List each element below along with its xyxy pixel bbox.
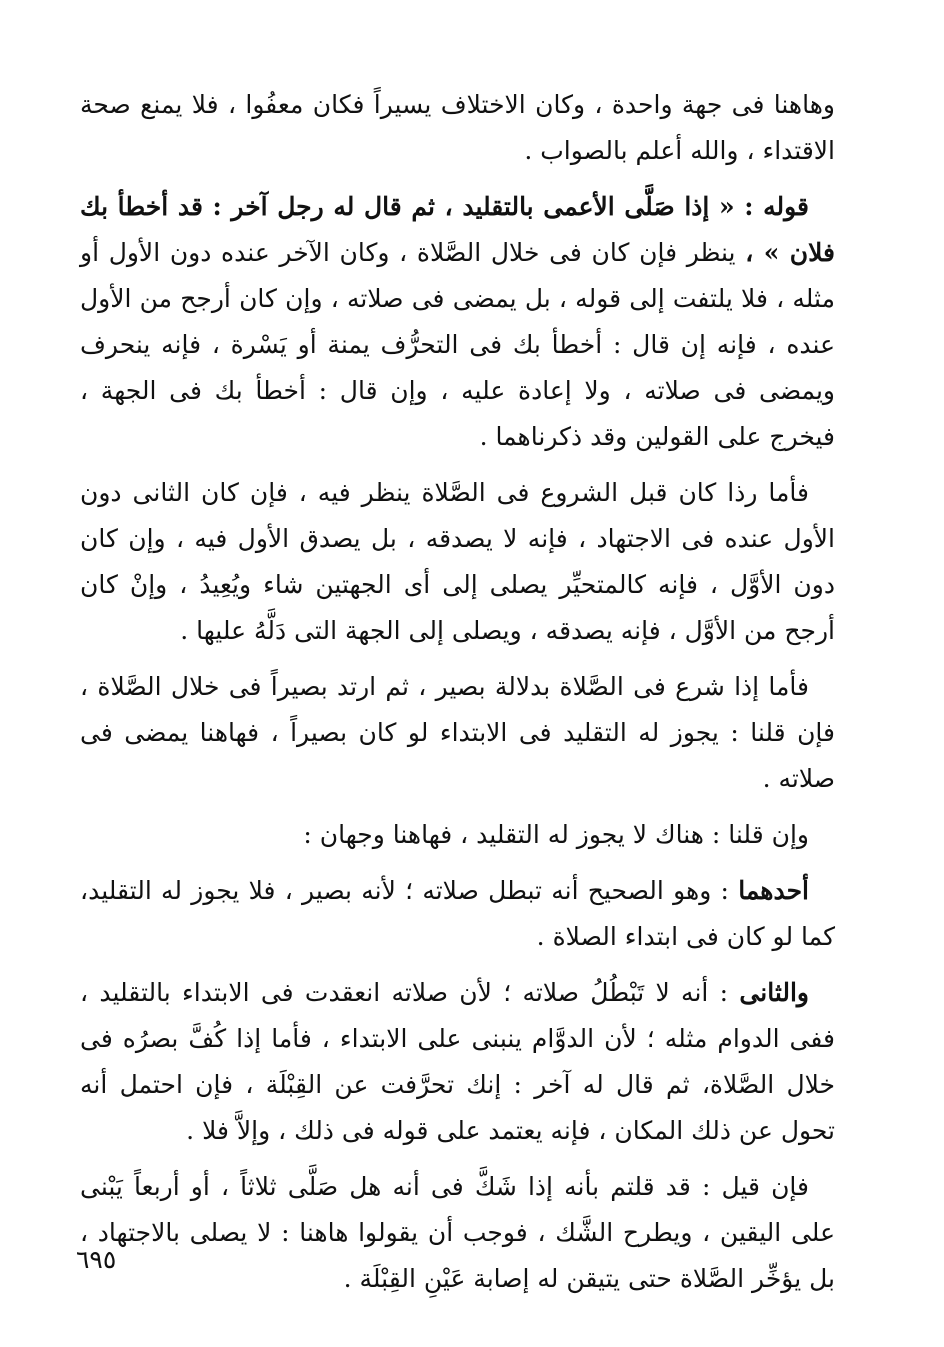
paragraph-7: [80, 970, 835, 1154]
paragraph-1: [80, 82, 835, 174]
paragraph-4: [80, 664, 835, 802]
paragraph-6-lead: أحدهما: [738, 876, 809, 905]
paragraph-8-text: فإن قيل : قد قلتم بأنه إذا شَكَّ فى أنه هل صَلَّى ثلاثاً ، أو أربعاً يَبْنى على اليقين ، ويطرح الشَّك ، فوجب أن يقولوا هاهنا : لا يصلى بالاجتهاد ، بل يؤخِّر الصَّلاة حتى يتيقن له إصابة عَيْنِ القِبْلَة .: [80, 1172, 835, 1293]
paragraph-4-text: فأما إذا شرع فى الصَّلاة بدلالة بصير ، ثم ارتد بصيراً فى خلال الصَّلاة ، فإن قلنا : يجوز له التقليد فى الابتداء لو كان بصيراً ، فهاهنا يمضى فى صلاته .: [80, 672, 835, 793]
paragraph-7-text: : أنه لا تَبْطُلُ صلاته ؛ لأن صلاته انعقدت فى الابتداء بالتقليد ، ففى الدوام مثله ؛ لأن الدوَّام ينبنى على الابتداء ، فأما إذا كُفَّ بصرُه فى خلال الصَّلاة، ثم قال له آخر : إنك تحرَّفت عن القِبْلَة ، فإن احتمل أنه تحول عن ذلك المكان ، فإنه يعتمد على قوله فى ذلك ، وإلاَّ فلا .: [80, 978, 835, 1145]
paragraph-5: [80, 812, 835, 858]
paragraph-3-text: فأما رذا كان قبل الشروع فى الصَّلاة ينظر فيه ، فإن كان الثانى دون الأول عنده فى الاجتهاد ، فإنه لا يصدقه ، بل يصدق الأول فيه ، وإن كان دون الأوَّل ، فإنه كالمتحيِّر يصلى إلى أى الجهتين شاء ويُعِيدُ ، وإنْ كان أرجح من الأوَّل ، فإنه يصدقه ، ويصلى إلى الجهة التى دَلَّهُ عليها .: [80, 478, 835, 645]
page-number: ٦٩٥: [76, 1245, 117, 1274]
paragraph-2-lead: قوله : « إذا صَلَّى الأعمى بالتقليد ، ثم قال له رجل آخر : قد أخطأ بك فلان » ،: [80, 192, 836, 267]
paragraph-2-text: ينظر فإن كان فى خلال الصَّلاة ، وكان الآخر عنده دون الأول أو مثله ، فلا يلتفت إلى قوله ، بل يمضى فى صلاته ، وإن كان أرجح من الأول عنده ، فإنه إن قال : أخطأ بك فى التحرُّف يمنة أو يَسْرة ، فإنه ينحرف ويمضى فى صلاته ، ولا إعادة عليه ، وإن قال : أخطأ بك فى الجهة ، فيخرج على القولين وقد ذكرناهما .: [80, 238, 835, 451]
paragraph-6-text: : وهو الصحيح أنه تبطل صلاته ؛ لأنه بصير ، فلا يجوز له التقليد، كما لو كان فى ابتداء الصلاة .: [80, 876, 835, 951]
paragraph-6: [80, 868, 835, 960]
page-text: [80, 82, 835, 1312]
paragraph-5-text: وإن قلنا : هناك لا يجوز له التقليد ، فهاهنا وجهان :: [303, 820, 809, 849]
paragraph-2: [80, 184, 835, 460]
paragraph-3: [80, 470, 835, 654]
paragraph-8: [80, 1164, 835, 1302]
paragraph-7-lead: والثانى: [739, 978, 809, 1007]
paragraph-1-text: وهاهنا فى جهة واحدة ، وكان الاختلاف يسيراً فكان معفُوا ، فلا يمنع صحة الاقتداء ، والله أعلم بالصواب .: [80, 90, 835, 165]
